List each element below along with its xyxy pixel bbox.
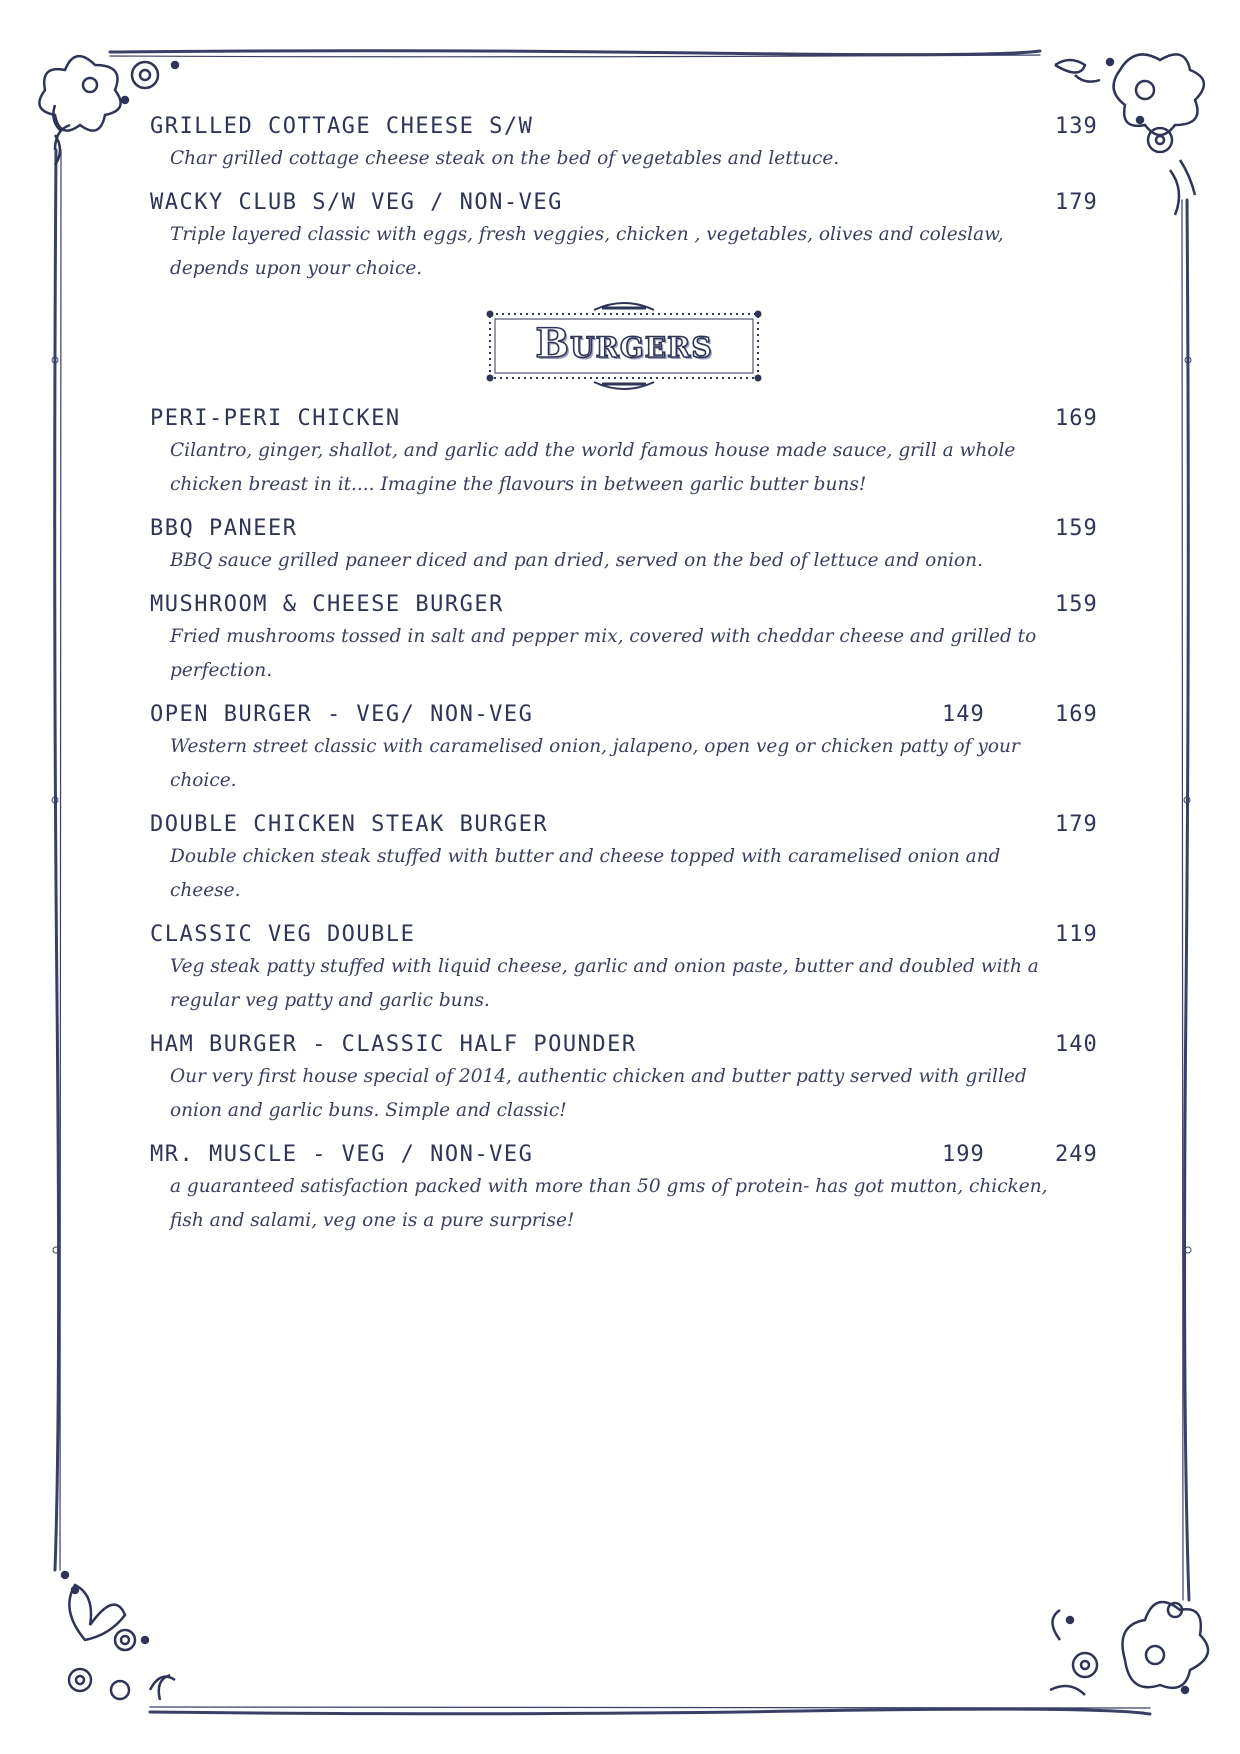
item-description: BBQ sauce grilled paneer diced and pan dried, served on the bed of lettuce and onion. [170, 550, 983, 571]
item-description: Double chicken steak stuffed with butter and cheese topped with caramelised onion and cheese. [170, 846, 1001, 901]
item-description: a guaranteed satisfaction packed with more than 50 gms of protein- has got mutton, chicken, fish and salami, veg one is a pure surprise! [170, 1176, 1048, 1231]
menu-item [150, 700, 1100, 798]
section-title-burgers [484, 298, 764, 394]
item-price-veg: 149 [942, 702, 985, 727]
item-name: BBQ PANEER [150, 516, 298, 541]
item-price: 179 [1055, 812, 1098, 837]
item-price: 140 [1055, 1032, 1098, 1057]
menu-item [150, 1140, 1100, 1238]
item-name: DOUBLE CHICKEN STEAK BURGER [150, 812, 549, 837]
item-name: GRILLED COTTAGE CHEESE S/W [150, 114, 534, 139]
item-description: Triple layered classic with eggs, fresh veggies, chicken , vegetables, olives and coleslaw, depends upon your choice. [170, 224, 1004, 279]
item-price: 139 [1055, 114, 1098, 139]
item-price: 169 [1055, 406, 1098, 431]
menu-section-burgers [150, 404, 1100, 1238]
menu-item [150, 1030, 1100, 1128]
item-name: MUSHROOM & CHEESE BURGER [150, 592, 504, 617]
item-description: Our very first house special of 2014, authentic chicken and butter patty served with grilled onion and garlic buns. Simple and classic! [170, 1066, 1027, 1121]
flower-icon [62, 1572, 175, 1700]
menu-item [150, 188, 1100, 286]
section-title-text: Burgers [535, 320, 713, 367]
item-name: MR. MUSCLE - VEG / NON-VEG [150, 1142, 534, 1167]
item-description: Veg steak patty stuffed with liquid cheese, garlic and onion paste, butter and doubled with a regular veg patty and garlic buns. [170, 956, 1039, 1011]
menu-item [150, 810, 1100, 908]
flower-icon [1050, 1602, 1208, 1695]
item-description: Char grilled cottage cheese steak on the bed of vegetables and lettuce. [170, 148, 840, 169]
menu-item [150, 920, 1100, 1018]
item-name: WACKY CLUB S/W VEG / NON-VEG [150, 190, 563, 215]
menu-content [150, 112, 1100, 1250]
item-price: 119 [1055, 922, 1098, 947]
item-name: PERI-PERI CHICKEN [150, 406, 401, 431]
item-price: 159 [1055, 516, 1098, 541]
item-description: Fried mushrooms tossed in salt and pepper mix, covered with cheddar cheese and grilled to perfection. [170, 626, 1037, 681]
menu-section-sandwiches [150, 112, 1100, 286]
menu-item [150, 590, 1100, 688]
menu-item [150, 404, 1100, 502]
item-price: 169 [1055, 702, 1098, 727]
item-name: OPEN BURGER - VEG/ NON-VEG [150, 702, 534, 727]
item-description: Western street classic with caramelised onion, jalapeno, open veg or chicken patty of your choice. [170, 736, 1020, 791]
item-price-veg: 199 [942, 1142, 985, 1167]
item-price: 159 [1055, 592, 1098, 617]
item-name: HAM BURGER - CLASSIC HALF POUNDER [150, 1032, 637, 1057]
item-price: 179 [1055, 190, 1098, 215]
menu-item [150, 514, 1100, 578]
item-description: Cilantro, ginger, shallot, and garlic add the world famous house made sauce, grill a whole chicken breast in it.... Imagine the flavours in between garlic butter buns! [170, 440, 1016, 495]
item-price: 249 [1055, 1142, 1098, 1167]
item-name: CLASSIC VEG DOUBLE [150, 922, 416, 947]
menu-item [150, 112, 1100, 176]
